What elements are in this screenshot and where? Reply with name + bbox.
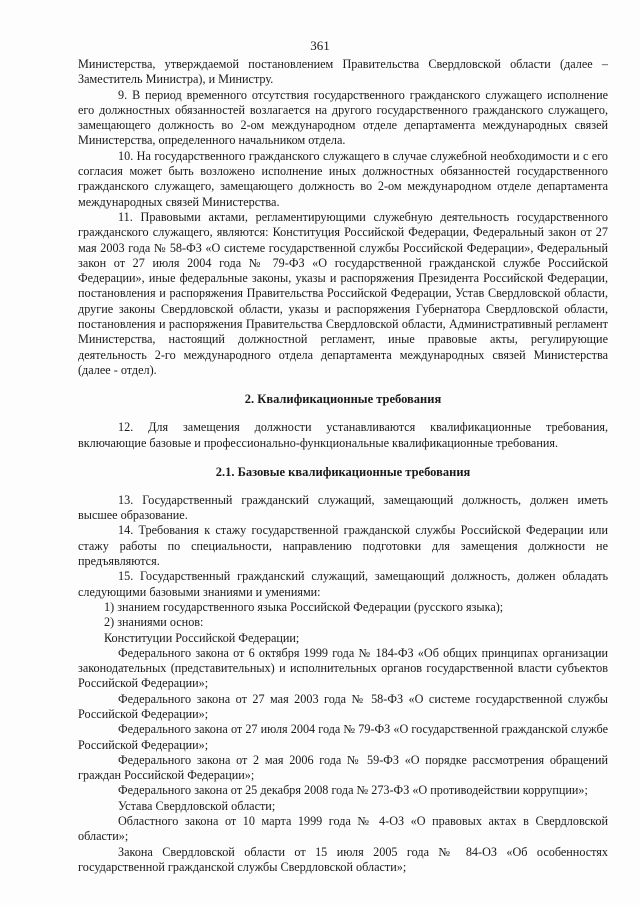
- list-item-15-1: 1) знанием государственного языка Российской Федерации (русского языка);: [104, 599, 504, 614]
- knowledge-item-184-fz: Федерального закона от 6 октября 1999 года № 184-ФЗ «Об общих принципах организации законодательных (представительных) и исполнительных органов государственной власти субъектов Российской Федерации»;: [78, 645, 608, 691]
- section-heading-2-1: 2.1. Базовые квалификационные требования: [215, 464, 471, 479]
- knowledge-item-59-fz: Федерального закона от 2 мая 2006 года № 59-ФЗ «О порядке рассмотрения обращений граждан Российской Федерации»;: [78, 752, 608, 783]
- page-number: 361: [310, 38, 330, 53]
- paragraph-13: 13. Государственный гражданский служащий, замещающий должность, должен иметь высшее образование.: [78, 492, 608, 523]
- paragraph-14: 14. Требования к стажу государственной гражданской службы Российской Федерации или стажу работы по специальности, направлению подготовки для замещения должности не предъявляются.: [78, 523, 608, 569]
- section-heading-2: 2. Квалификационные требования: [244, 392, 442, 407]
- paragraph-continuation: Министерства, утверждаемой постановлением Правительства Свердловской области (далее – Заместитель Министра), и Министру.: [78, 57, 608, 87]
- paragraph-12: 12. Для замещения должности устанавливаются квалификационные требования, включающие базовые и профессионально-функциональные квалификационные требования.: [78, 420, 608, 450]
- list-item-15-2: 2) знаниями основ:: [104, 615, 204, 630]
- paragraph-10: 10. На государственного гражданского служащего в случае служебной необходимости и с его согласия может быть возложено исполнение иных должностных обязанностей государственного гражданского служащего, замещающего должность во 2-ом международном отделе департамента международных связей Министерства.: [78, 148, 608, 209]
- document-body: [78, 57, 608, 875]
- knowledge-item-79-fz: Федерального закона от 27 июля 2004 года № 79-ФЗ «О государственной гражданской службе Российской Федерации»;: [78, 722, 608, 752]
- knowledge-item-constitution: Конституции Российской Федерации;: [104, 630, 300, 645]
- knowledge-item-58-fz: Федерального закона от 27 мая 2003 года № 58-ФЗ «О системе государственной службы Российской Федерации»;: [78, 691, 608, 721]
- knowledge-item-84-oz: Закона Свердловской области от 15 июля 2005 года № 84-ОЗ «Об особенностях государственной гражданской службы Свердловской области»;: [78, 844, 608, 874]
- paragraph-15: 15. Государственный гражданский служащий, замещающий должность, должен обладать следующими базовыми знаниями и умениями:: [78, 569, 608, 599]
- knowledge-item-273-fz: Федерального закона от 25 декабря 2008 года № 273-ФЗ «О противодействии коррупции»;: [118, 783, 588, 798]
- paragraph-9: 9. В период временного отсутствия государственного гражданского служащего исполнение его должностных обязанностей возлагается на другого государственного гражданского служащего, замещающего должность во 2-ом международном отделе департамента международных связей Министерства, определенного начальником отдела.: [78, 87, 608, 148]
- knowledge-item-charter: Устава Свердловской области;: [118, 798, 276, 813]
- paragraph-11: 11. Правовыми актами, регламентирующими служебную деятельность государственного гражданского служащего, являются: Конституция Российской Федерации, Федеральный закон от 27 мая 2003 года № 58-ФЗ «О системе государственной службы Российской Федерации», Федеральный закон от 27 июля 2004 года № 79-ФЗ «О государственной гражданской службе Российской Федерации», иные федеральные законы, указы и распоряжения Президента Российской Федерации, постановления и распоряжения Правительства Российской Федерации, Устав Свердловской области, другие законы Свердловской области, указы и распоряжения Губернатора Свердловской области, постановления и распоряжения Правительства Свердловской области, Административный регламент Министерства, настоящий должностной регламент, иные правовые акты, регулирующие деятельность 2-го международного отдела департамента международных связей Министерства (далее - отдел).: [78, 209, 608, 377]
- knowledge-item-4-oz: Областного закона от 10 марта 1999 года № 4-ОЗ «О правовых актах в Свердловской области»;: [78, 814, 608, 844]
